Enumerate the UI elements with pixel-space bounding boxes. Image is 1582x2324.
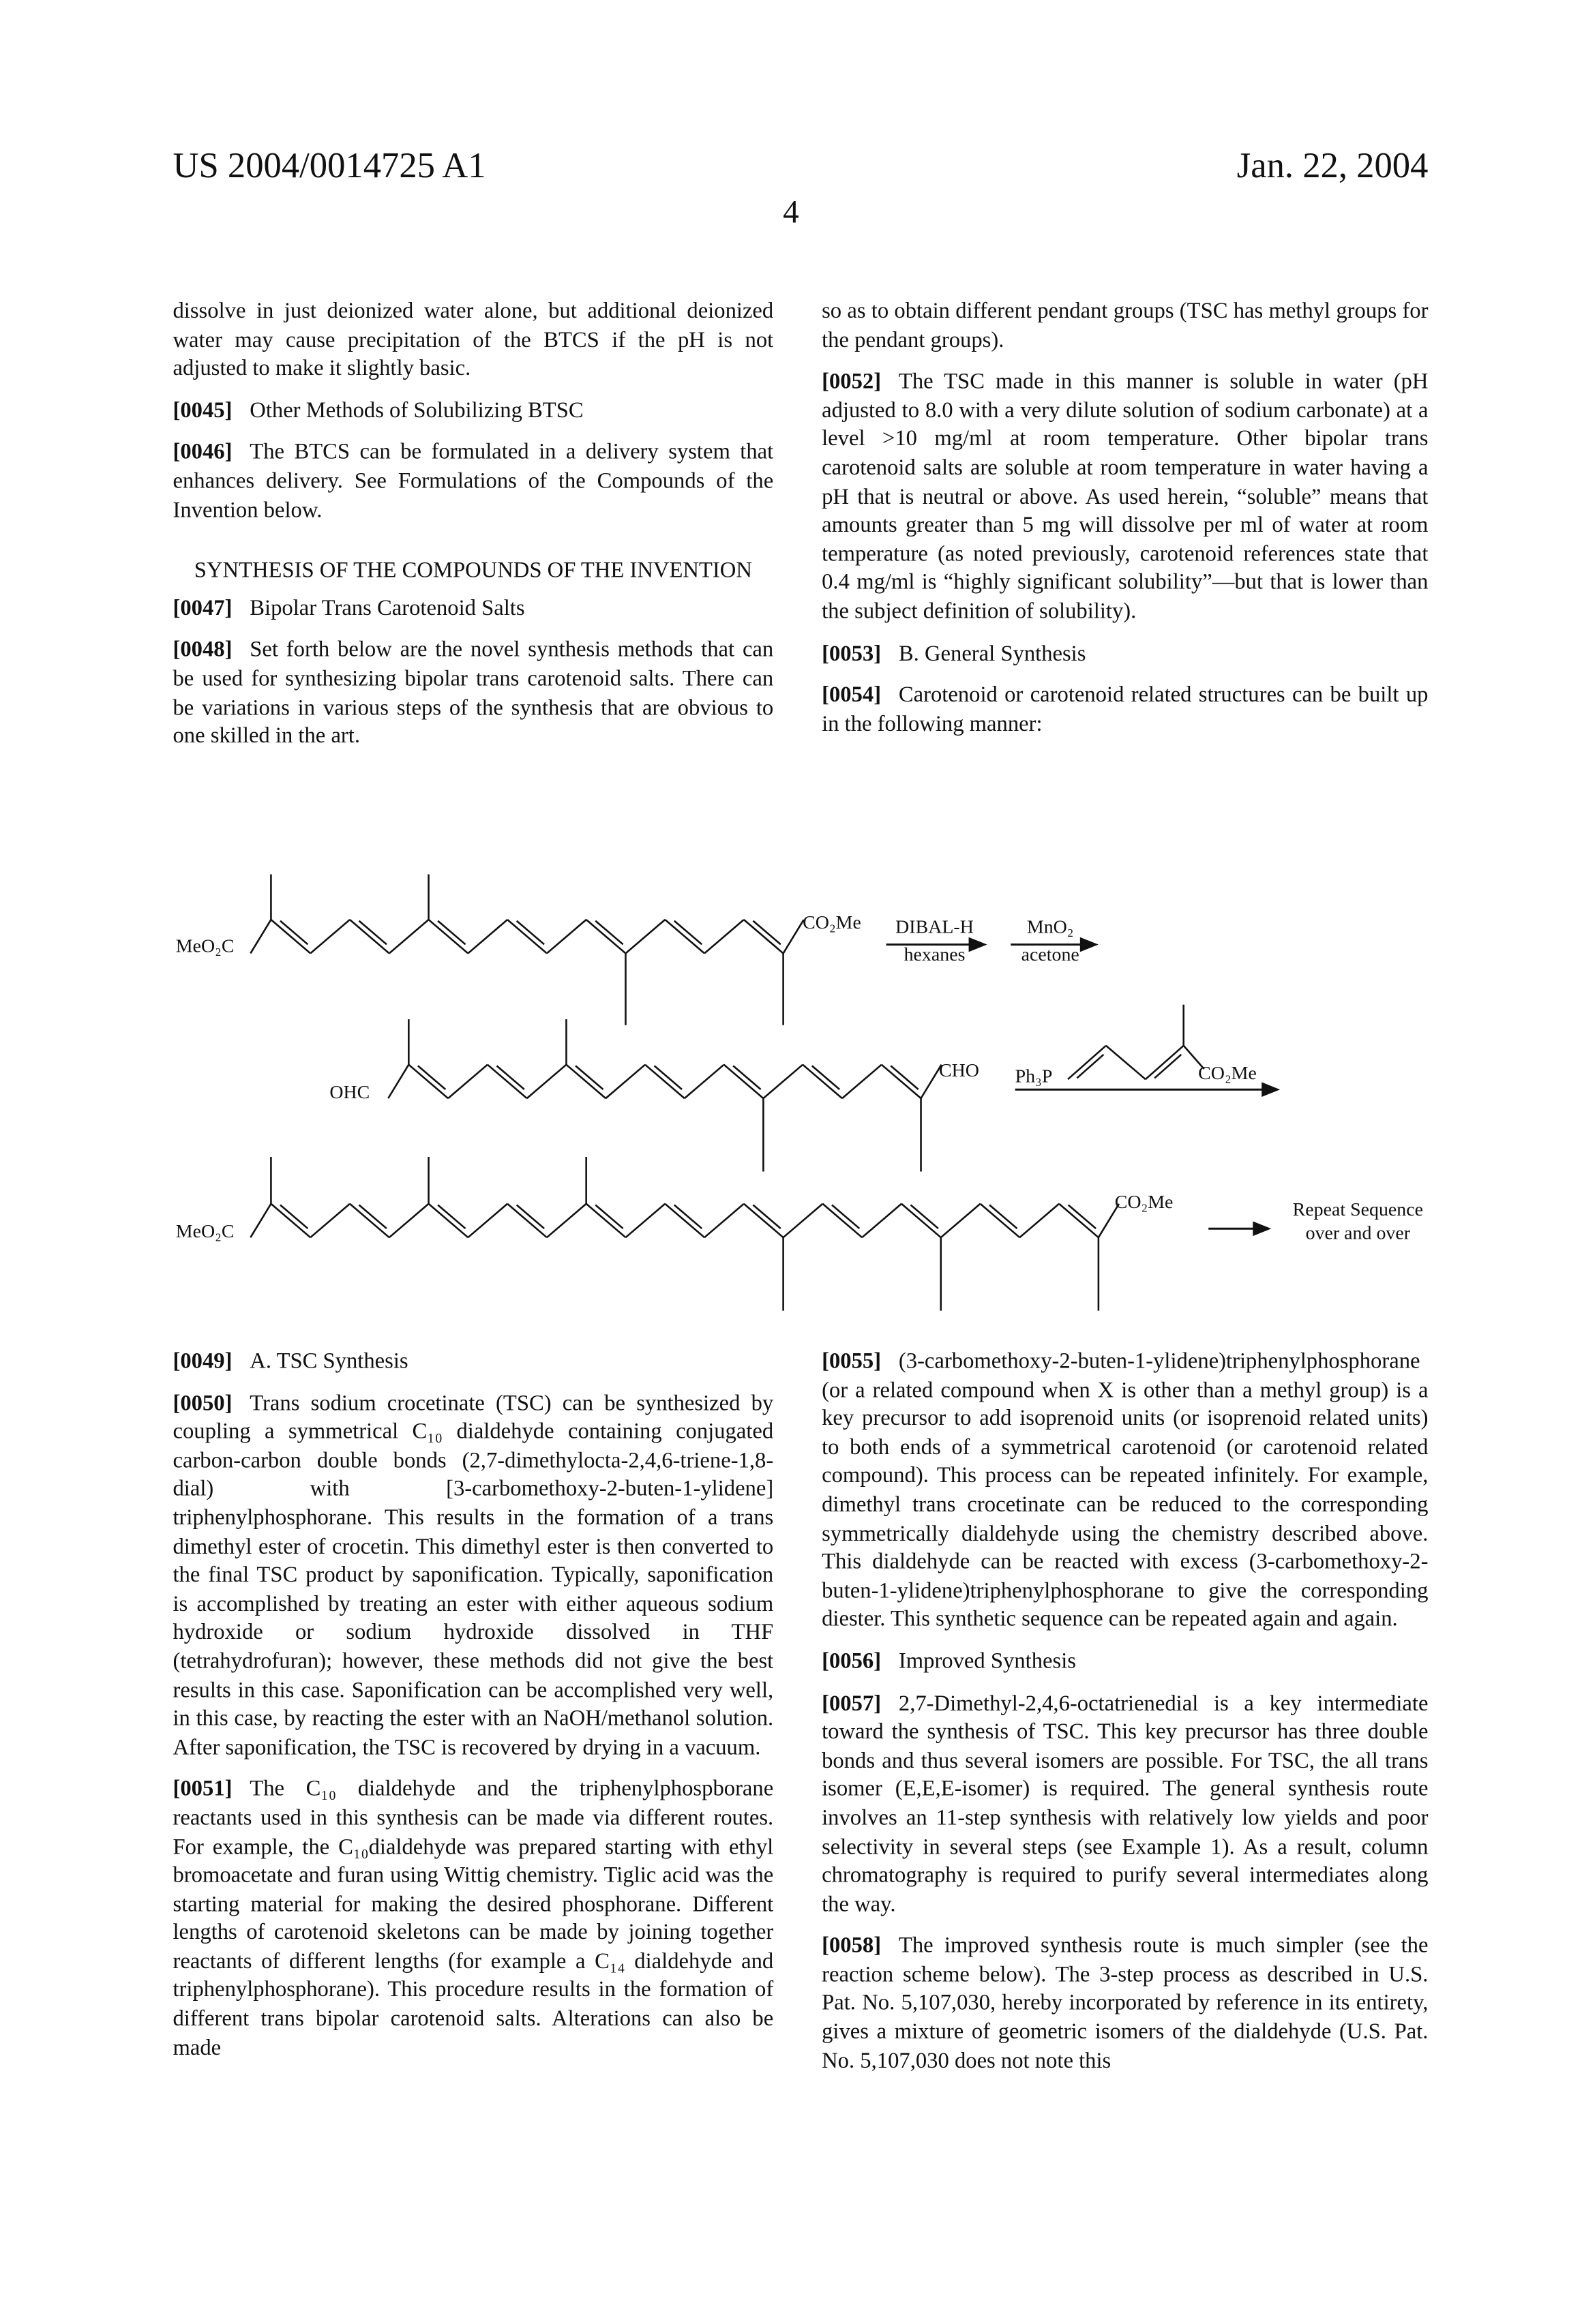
single-bond	[606, 1065, 645, 1098]
single-bond	[527, 1065, 567, 1098]
paragraph-number: [0058]	[822, 1933, 881, 1959]
paragraph-number: [0045]	[173, 398, 232, 423]
solvent-hexanes: hexanes	[904, 944, 966, 965]
solvent-acetone: acetone	[1021, 944, 1079, 965]
single-bond	[389, 920, 429, 953]
double-bond	[744, 1204, 783, 1237]
double-bond	[350, 920, 389, 953]
double-bond	[566, 1065, 606, 1098]
double-bond-inner	[438, 1205, 465, 1228]
single-bond	[448, 1065, 488, 1098]
single-bond	[1106, 1046, 1146, 1079]
double-bond-inner	[438, 921, 465, 945]
paragraph-number: [0057]	[822, 1691, 881, 1716]
reagent-dibal: DIBAL-H	[895, 916, 974, 937]
single-bond	[625, 1204, 665, 1237]
paragraph-text: (3-carbomethoxy-2-buten-1-ylidene)triphenylphosphorane (or a related compound when X is other than a methyl group) is a key precursor to add isoprenoid units (or isoprenoid related units) to both ends of a symmetrical carotenoid (or carotenoid related compound). This process can be repeated infinitely. For example, dimethyl trans crocetinate can be reduced to the corresponding symmetrically dialdehyde using the chemistry described above. This dialdehyde can be reacted with excess (3-carbomethoxy-2-buten-1-ylidene)triphenylphosphorane to give the corresponding diester. This synthetic sequence can be repeated again and again.	[822, 1348, 1428, 1631]
double-bond	[665, 1204, 704, 1237]
double-bond-inner	[989, 1205, 1017, 1228]
paragraph-number: [0046]	[173, 440, 232, 465]
double-bond	[507, 1204, 547, 1237]
double-bond	[882, 1065, 921, 1098]
chain2-right-group: CHO	[939, 1060, 979, 1081]
single-bond	[763, 1065, 803, 1098]
double-bond	[408, 1065, 448, 1098]
double-bond	[271, 1204, 310, 1237]
single-bond	[547, 920, 586, 953]
single-bond	[704, 920, 744, 953]
chain3-right-group: CO₂Me	[1115, 1192, 1174, 1213]
double-bond-inner	[891, 1066, 918, 1089]
paragraph-number: [0048]	[173, 637, 232, 663]
single-bond	[625, 920, 665, 953]
double-bond	[803, 1065, 842, 1098]
chain3-left-group: MeO₂C	[176, 1221, 235, 1242]
double-bond-inner	[812, 1066, 839, 1089]
end-bond	[250, 1204, 271, 1237]
page-number: 4	[0, 194, 1582, 232]
paragraph-number: [0054]	[822, 682, 881, 708]
single-bond	[941, 1204, 981, 1237]
double-bond	[271, 920, 310, 953]
paragraph-text: Set forth below are the novel synthesis methods that can be used for synthesizing bipolar trans carotenoid salts. There can be variations in various steps of the synthesis that are obvious to one skilled in the art.	[173, 637, 773, 749]
end-bond	[388, 1065, 408, 1098]
paragraph-number: [0051]	[173, 1777, 232, 1802]
double-bond	[350, 1204, 389, 1237]
double-bond-inner	[832, 1205, 859, 1228]
double-bond-inner	[753, 921, 780, 945]
double-bond-inner	[418, 1066, 445, 1089]
repeat-sequence-label-2: over and over	[1306, 1222, 1411, 1243]
chain1-left-group: MeO₂C	[176, 935, 235, 956]
single-bond	[1019, 1204, 1059, 1237]
paragraph-text: 2,7-Dimethyl-2,4,6-octatrienedial is a key intermediate toward the synthesis of TSC. This key precursor has three double bonds and thus several isomers are possible. For TSC, the all trans isomer (E,E,E-isomer) is required. The general synthesis route involves an 11-step synthesis with relatively low yields and poor selectivity in several steps (see Example 1). As a result, column chromatography is required to purify several intermediates along the way.	[822, 1691, 1428, 1916]
double-bond-inner	[359, 921, 387, 945]
section-heading: SYNTHESIS OF THE COMPOUNDS OF THE INVENTION	[173, 557, 773, 586]
double-bond-inner	[753, 1205, 780, 1228]
double-bond-inner	[595, 1205, 623, 1228]
paragraph-text: Trans sodium crocetinate (TSC) can be synthesized by coupling a symmetrical C₁₀ dialdehyde containing conjugated carbon-carbon double bonds (2,7-dimethylocta-2,4,6-triene-1,8-dial) with [3-carbomethoxy-2-buten-1-ylidene] triphenylphosphorane. This results in the formation of a trans dimethyl ester of crocetin. This dimethyl ester is then converted to the final TSC product by saponification. Typically, saponification is accomplished by treating an ester with either aqueous sodium hydroxide or sodium hydroxide dissolved in THF (tetrahydrofuran); however, these methods did not give the best results in this case. Saponification can be accomplished very well, in this case, by reacting the ester with an NaOH/methanol solution. After saponification, the TSC is recovered by drying in a vacuum.	[173, 1391, 773, 1760]
end-bond	[783, 920, 804, 953]
double-bond-inner	[280, 921, 308, 945]
ylide-left-group: Ph₃P	[1015, 1066, 1053, 1087]
double-bond	[1146, 1046, 1184, 1079]
paragraph-text: B. General Synthesis	[899, 641, 1086, 666]
paragraph-text: dissolve in just deionized water alone, but additional deionized water may cause precipitation of the BTCS if the pH is not adjusted to make it slightly basic.	[173, 299, 773, 381]
double-bond	[901, 1204, 941, 1237]
double-bond	[586, 920, 626, 953]
double-bond	[1068, 1046, 1106, 1079]
arrowhead-icon	[1254, 1223, 1268, 1235]
single-bond	[685, 1065, 724, 1098]
paragraph-number: [0049]	[173, 1348, 232, 1374]
single-bond	[310, 920, 350, 953]
paragraph-number: [0047]	[173, 596, 232, 621]
double-bond-inner	[496, 1066, 524, 1089]
double-bond	[429, 1204, 468, 1237]
paragraph-number: [0055]	[822, 1348, 881, 1374]
single-bond	[310, 1204, 350, 1237]
double-bond-inner	[595, 921, 623, 945]
paragraph-text: The TSC made in this manner is soluble in water (pH adjusted to 8.0 with a very dilute solution of sodium carbonate) at a level >10 mg/ml at room temperature. Other bipolar trans carotenoid salts are soluble at room temperature in water having a pH that is neutral or above. As used herein, “soluble” means that amounts greater than 5 mg will dissolve per ml of water at room temperature (as noted previously, carotenoid references state that 0.4 mg/ml is “highly significant solubility”—but that is lower than the subject definition of solubility).	[822, 369, 1428, 624]
paragraph-text: Improved Synthesis	[899, 1649, 1076, 1674]
reagent-mno2: MnO₂	[1027, 916, 1074, 937]
double-bond	[488, 1065, 527, 1098]
paragraph-number: [0050]	[173, 1391, 232, 1416]
arrowhead-icon	[1263, 1084, 1277, 1096]
paragraph-number: [0056]	[822, 1649, 881, 1674]
double-bond-inner	[576, 1066, 603, 1089]
double-bond	[822, 1204, 862, 1237]
patent-number: US 2004/0014725 A1	[173, 147, 486, 187]
single-bond	[389, 1204, 429, 1237]
single-bond	[547, 1204, 586, 1237]
ylide-right-group: CO₂Me	[1198, 1063, 1257, 1084]
paragraph-text: The BTCS can be formulated in a delivery system that enhances delivery. See Formulations of the Compounds of the Invention below.	[173, 440, 773, 522]
double-bond-inner	[674, 1205, 702, 1228]
double-bond-inner	[911, 1205, 938, 1228]
double-bond-inner	[1069, 1205, 1096, 1228]
double-bond	[1059, 1204, 1099, 1237]
single-bond	[468, 1204, 507, 1237]
double-bond-inner	[1154, 1055, 1181, 1078]
double-bond-inner	[655, 1066, 682, 1089]
end-bond	[250, 920, 271, 953]
double-bond-inner	[1077, 1055, 1103, 1078]
single-bond	[862, 1204, 901, 1237]
single-bond	[468, 920, 507, 953]
double-bond	[586, 1204, 626, 1237]
single-bond	[783, 1204, 823, 1237]
double-bond	[645, 1065, 685, 1098]
double-bond-inner	[359, 1205, 387, 1228]
double-bond-inner	[517, 921, 544, 945]
double-bond-inner	[517, 1205, 544, 1228]
paragraph-text: so as to obtain different pendant groups (TSC has methyl groups for the pendant groups).	[822, 299, 1428, 352]
arrowhead-icon	[1081, 939, 1095, 950]
paragraph-number: [0052]	[822, 369, 881, 395]
paragraph-text: The C₁₀ dialdehyde and the triphenylphospborane reactants used in this synthesis can be made via different routes. For example, the C₁₀dialdehyde was prepared starting with ethyl bromoacetate and furan using Wittig chemistry. Tiglic acid was the starting material for making the desired phosphorane. Different lengths of carotenoid skeletons can be made by joining together reactants of different lengths (for example a C₁₄ dialdehyde and triphenylphosphorane). This procedure results in the formation of different trans bipolar carotenoid salts. Alterations can also be made	[173, 1777, 773, 2059]
single-bond	[842, 1065, 882, 1098]
double-bond	[981, 1204, 1020, 1237]
chain1-right-group: CO₂Me	[803, 912, 861, 933]
double-bond	[665, 920, 704, 953]
paragraph-number: [0053]	[822, 641, 881, 666]
publication-date: Jan. 22, 2004	[1237, 147, 1429, 187]
paragraph-text: A. TSC Synthesis	[250, 1348, 408, 1374]
single-bond	[704, 1204, 744, 1237]
paragraph-text: The improved synthesis route is much simpler (see the reaction scheme below). The 3-step process as described in U.S. Pat. No. 5,107,030, hereby incorporated by reference in its entirety, gives a mixture of geometric isomers of the dialdehyde (U.S. Pat. No. 5,107,030 does not note this	[822, 1933, 1428, 2073]
reaction-scheme	[0, 0, 1582, 2324]
arrowhead-icon	[970, 939, 984, 950]
paragraph-text: Carotenoid or carotenoid related structures can be built up in the following manner:	[822, 682, 1428, 736]
paragraph-text: Bipolar Trans Carotenoid Salts	[250, 596, 524, 621]
patent-page	[0, 0, 1582, 2324]
double-bond	[507, 920, 547, 953]
repeat-sequence-label: Repeat Sequence	[1293, 1199, 1423, 1220]
double-bond	[724, 1065, 764, 1098]
double-bond-inner	[674, 921, 702, 945]
double-bond-inner	[733, 1066, 760, 1089]
double-bond	[429, 920, 468, 953]
double-bond	[744, 920, 783, 953]
double-bond-inner	[280, 1205, 308, 1228]
paragraph-text: Other Methods of Solubilizing BTSC	[250, 398, 583, 423]
chain2-left-group: OHC	[329, 1082, 370, 1103]
